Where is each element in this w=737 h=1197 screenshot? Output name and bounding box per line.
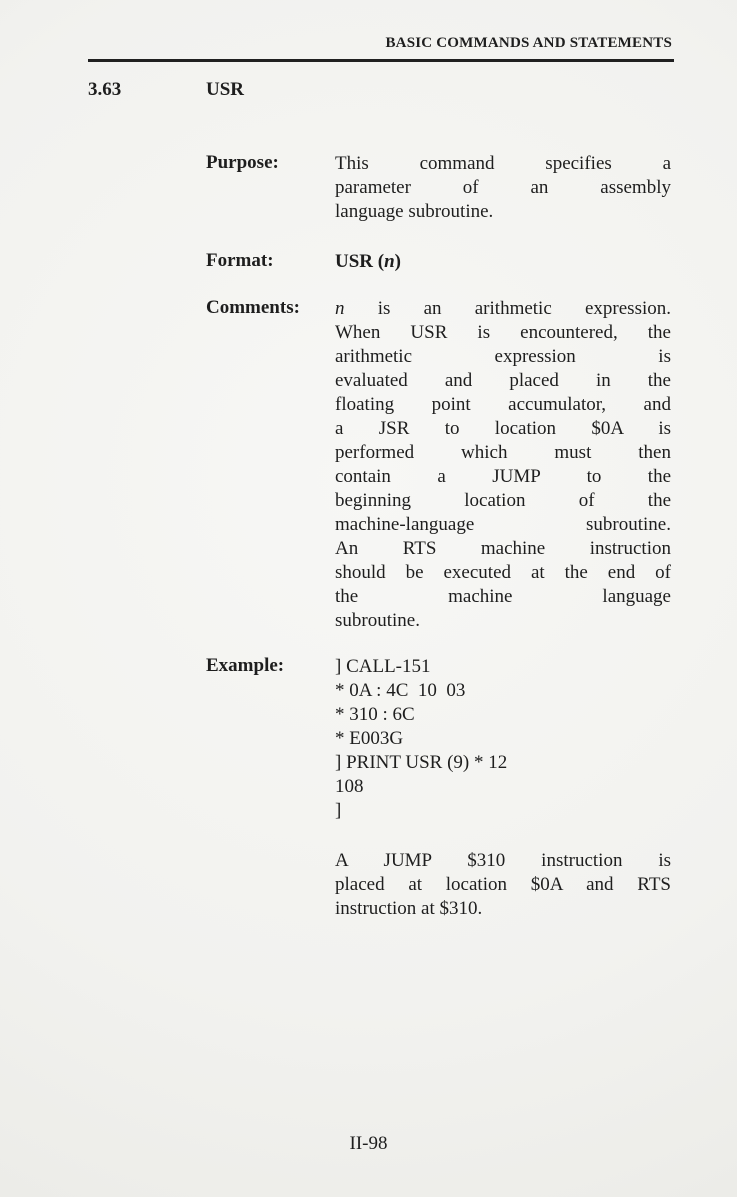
comments-line: subroutine. [335,610,420,631]
code-line: * 310 : 6C [335,704,415,725]
code-line: ] [335,800,342,821]
comments-line: performed which must then [335,442,671,463]
format-keyword: USR [335,251,374,272]
format-argument: n [384,251,395,272]
section-title: USR [206,79,245,100]
purpose-label: Purpose: [206,152,279,173]
comments-first-line-text: is an arithmetic expression. [344,298,671,319]
purpose-text [335,152,671,224]
comments-line: contain a JUMP to the [335,466,671,487]
format-text [335,250,671,274]
comments-line: floating point accumulator, and [335,394,671,415]
note-line: instruction at $310. [335,898,483,919]
format-open-paren: ( [373,251,385,272]
comments-line: machine-language subroutine. [335,514,671,535]
comments-line: should be executed at the end of [335,562,671,583]
comments-line: When USR is encountered, the [335,322,671,343]
comments-line: arithmetic expression is [335,346,671,367]
code-line: * E003G [335,728,404,749]
comments-line: An RTS machine instruction [335,538,671,559]
note-line: A JUMP $310 instruction is [335,850,671,871]
comments-label: Comments: [206,297,300,318]
example-code [335,655,671,823]
section-number: 3.63 [88,79,122,100]
example-label: Example: [206,655,285,676]
comments-line: a JSR to location $0A is [335,418,671,439]
note-line: placed at location $0A and RTS [335,874,671,895]
purpose-line: This command specifies a [335,153,671,174]
purpose-line: language subroutine. [335,201,494,222]
format-label: Format: [206,250,274,271]
comments-line: beginning location of the [335,490,671,511]
purpose-line: parameter of an assembly [335,177,671,198]
header-rule [88,59,674,62]
page-number: II-98 [349,1133,388,1154]
example-note [335,849,671,921]
comments-text [335,297,671,633]
code-line: ] PRINT USR (9) * 12 [335,752,508,773]
comments-line: the machine language [335,586,671,607]
code-line: * 0A : 4C 10 03 [335,680,466,701]
comments-variable: n [335,298,345,319]
code-line: 108 [335,776,364,797]
running-header: BASIC COMMANDS AND STATEMENTS [385,35,672,51]
comments-line: evaluated and placed in the [335,370,671,391]
comments-first-line [335,297,671,321]
code-line: ] CALL-151 [335,656,431,677]
format-close-paren: ) [394,251,401,272]
